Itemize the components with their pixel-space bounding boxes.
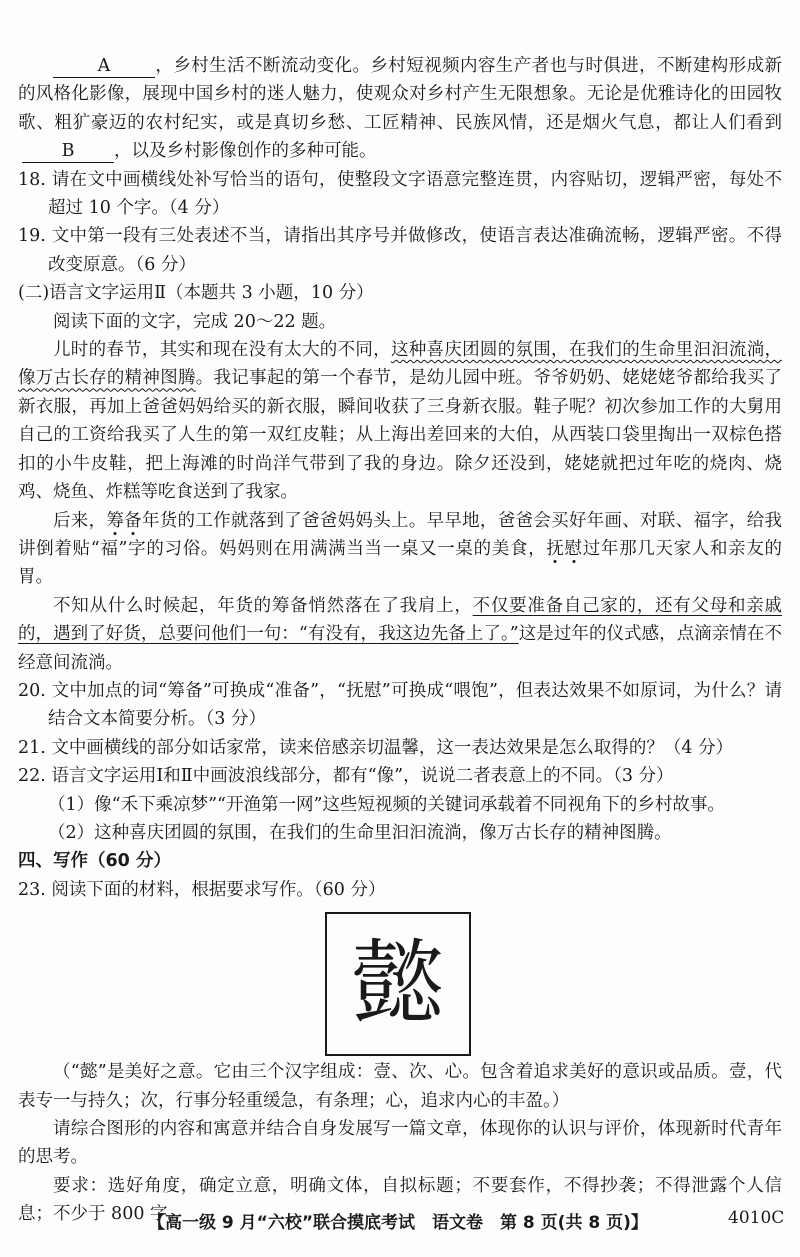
- character-figure: [18, 904, 782, 1058]
- question-18: 18. 请在文中画横线处补写恰当的语句，使整段文字语意完整连贯，内容贴切，逻辑严密，每处不超过 10 个字。（4 分）: [18, 169, 782, 219]
- question-22-item-2: （2）这种喜庆团圆的氛围，在我们的生命里汩汩流淌，像万古长存的精神图腾。: [48, 822, 672, 843]
- question-22-item-1: （1）像“禾下乘凉梦”“开渔第一网”这些短视频的关键词承载着不同视角下的乡村故事。: [48, 794, 725, 815]
- dotted-char: 备: [124, 510, 142, 531]
- p3-b: 这是过年的仪式感，点滴亲情在不经意间流淌。: [18, 624, 782, 673]
- p2-c: 过年那几天家人和亲友的胃。: [18, 538, 783, 588]
- section-2-heading: (二)语言文字运用Ⅱ（本题共 3 小题，10 分）: [18, 283, 374, 304]
- blank-a: A: [53, 55, 155, 78]
- featured-character: 懿: [351, 930, 444, 1038]
- question-20: 20. 文中加点的词“筹备”可换成“准备”，“抚慰”可换成“喂饱”，但表达效果不如原词，为什么？请结合文本简要分析。（3 分）: [18, 680, 782, 730]
- writing-requirements: 要求：选好角度，确定立意，明确文体，自拟标题；不要套作，不得抄袭；不得泄露个人信息；不少于 800 字。: [18, 1175, 782, 1225]
- writing-prompt: 请综合图形的内容和寓意并结合自身发展写一篇文章，体现你的认识与评价，体现新时代青年的思考。: [18, 1119, 782, 1168]
- question-22: 22. 语言文字运用Ⅰ和Ⅱ中画波浪线部分，都有“像”，说说二者表意上的不同。（3 分）: [18, 766, 674, 787]
- question-23: 23. 阅读下面的材料，根据要求写作。（60 分）: [18, 879, 386, 900]
- blank-b: B: [22, 140, 114, 163]
- dotted-word-fuwei: [546, 539, 582, 559]
- material-note: （“懿”是美好之意。它由三个汉字组成：壹、次、心。包含着追求美好的意识或品质。壹，代表专一与持久；次，行事分轻重缓急，有条理；心，追求内心的丰盈。）: [18, 1062, 782, 1111]
- footer-exam-info: 【高一级 9 月“六校”联合摸底考试 语文卷 第 8 页(共 8 页)】: [148, 1213, 648, 1233]
- passage-text: ，乡村生活不断流动变化。乡村短视频内容生产者也与时俱进，不断建构形成新的风格化影像，展现中国乡村的迷人魅力，使观众对乡村产生无限想象。无论是优雅诗化的田园牧歌、粗犷豪迈的农村纪实，或是真切乡愁、工匠精神、民族风情，还是烟火气息，都让人们看到: [18, 56, 782, 133]
- footer-code: 4010C: [728, 1208, 785, 1228]
- exam-page: [18, 52, 785, 1229]
- p2-b: 年货的工作就落到了爸爸妈妈头上。早早地，爸爸会买好年画、对联、福字，给我讲倒着贴“福”字的习俗。妈妈则在用满满当当一桌又一桌的美食，: [18, 510, 783, 559]
- reading-paragraph-1: [18, 336, 782, 506]
- p3-underlined: 不仅要准备自己家的，还有父母和亲戚的，遇到了好货，总要问他们一句：“有没有，我这边先备上了。”: [18, 595, 783, 645]
- question-21: 21. 文中画横线的部分如话家常，读来倍感亲切温馨，这一表达效果是怎么取得的？（4 分）: [18, 737, 734, 758]
- dotted-char: 抚: [546, 538, 565, 559]
- section-2-instruction: 阅读下面的文字，完成 20～22 题。: [53, 311, 337, 332]
- dotted-char: 慰: [564, 538, 583, 559]
- reading-paragraph-3: [18, 592, 782, 677]
- passage-continuation: [18, 52, 782, 166]
- p1-start: 儿时的春节，其实和现在没有太大的不同，: [53, 340, 391, 361]
- character-box: [325, 912, 471, 1056]
- p3-a: 不知从什么时候起，年货的筹备悄然落在了我肩上，: [53, 595, 473, 616]
- p1-rest: 。我记事起的第一个春节，是幼儿园中班。爷爷奶奶、姥姥姥爷都给我买了新衣服，再加上爸爸妈妈给买的新衣服，瞬间收获了三身新衣服。鞋子呢？初次参加工作的大舅用自己的工资给我买了人生的第一双红皮鞋；从上海出差回来的大伯，从西装口袋里掏出一双棕色搭扣的小牛皮鞋，把上海滩的时尚洋气带到了我的身边。除夕还没到，姥姥就把过年吃的烧肉、烧鸡、烧鱼、炸糕等吃食送到了我家。: [18, 368, 783, 503]
- p1-wavy-sentence: 这种喜庆团圆的氛围，在我们的生命里汩汩流淌，像万古长存的精神图腾: [18, 340, 783, 389]
- section-4-heading: 四、写作（60 分）: [18, 851, 171, 872]
- passage-text-end: ，以及乡村影像创作的多种可能。: [114, 141, 377, 162]
- dotted-char: 筹: [106, 510, 125, 531]
- dotted-word-chou: [106, 511, 142, 531]
- reading-paragraph-2: [18, 507, 782, 592]
- question-19: 19. 文中第一段有三处表述不当，请指出其序号并做修改，使语言表达准确流畅，逻辑严密。不得改变原意。（6 分）: [18, 226, 782, 275]
- p2-a: 后来，: [53, 510, 107, 531]
